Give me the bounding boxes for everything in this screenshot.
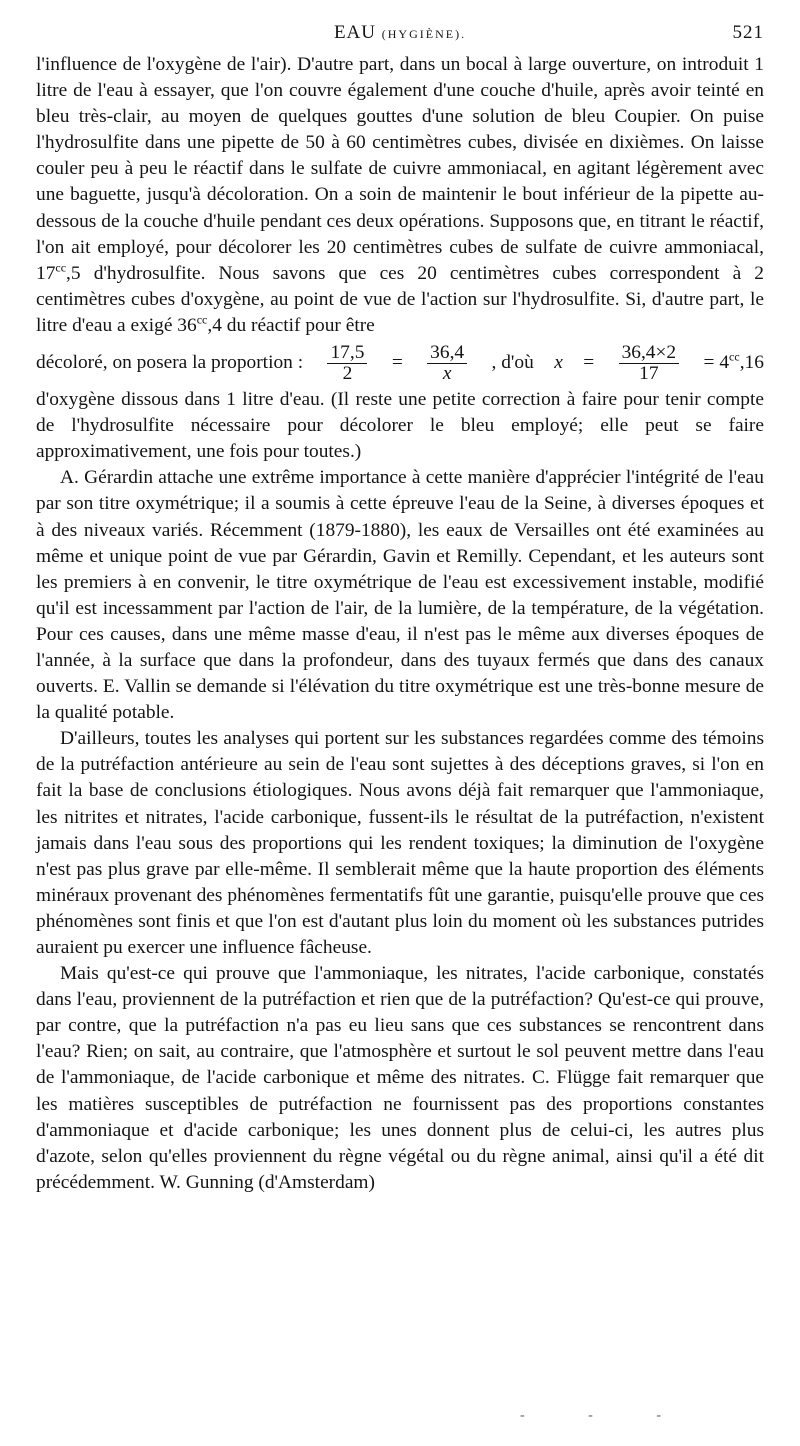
running-title-sub: (HYGIÈNE). — [381, 27, 467, 41]
paragraph-analyses: D'ailleurs, toutes les analyses qui portent sur les substances regardées comme des témoins de la putréfaction antérieure au sein de l'eau sont sujettes à des déceptions graves, si l'on en fait la base de conclusions étiologiques. Nous avons déjà fait remarquer que l'ammoniaque, les nitrites et nitrates, l'acide carbonique, fussent-ils le résultat de la putréfaction, n'existent jamais dans l'eau sous des proportions qui les rendent toxiques; la diminution de l'oxygène n'est pas plus grave par elle-même. Il semblerait même que la haute proportion des éléments minéraux provenant des phénomènes fermentatifs fût une garantie, puisqu'elle prouve que ces phénomènes sont finis et que l'on est d'autant plus loin du moment où les substances putrides auraient pu exercer une influence fâcheuse. — [36, 728, 764, 958]
page-number: 521 — [732, 22, 764, 43]
body-text — [36, 52, 764, 1196]
fraction-3: $\frac{36,4\times 2}{17}$ — [619, 343, 680, 384]
paragraph-oxygen: d'oxygène dissous dans 1 litre d'eau. (Il reste une petite correction à faire pour tenir compte de l'hydrosulfite nécessaire pour décolorer le bleu employé; elle peut se faire approximativement, une fois pour toutes.) — [36, 389, 764, 463]
fraction-1: $\frac{17,5}{2}$ — [327, 343, 367, 384]
footer-printer-marks: - - - — [520, 1408, 691, 1423]
running-title — [36, 22, 764, 44]
running-title-main: EAU — [333, 22, 376, 43]
paragraph-continuation: l'influence de l'oxygène de l'air). D'autre part, dans un bocal à large ouverture, on introduit 1 litre de l'eau à essayer, que l'on couvre également d'une couche d'huile, après avoir teinté en bleu très-clair, au moyen de quelques gouttes d'une solution de bleu Coupier. On puise l'hydrosulfite dans une pipette de 50 à 60 centimètres cubes, divisée en dixièmes. On laisse couler peu à peu le réactif dans le sulfate de cuivre ammoniacal, en agitant légèrement avec une baguette, jusqu'à décoloration. On a soin de maintenir le bout inférieur de la pipette au-dessous de la couche d'huile pendant ces deux opérations. Supposons que, en titrant le réactif, l'on ait employé, pour décolorer les 20 centimètres cubes de sulfate de cuivre ammoniacal, $17^{cc},5$ d'hydrosulfite. Nous savons que ces 20 centimètres cubes correspondent à 2 centimètres cubes d'oxygène, au point de vue de l'action sur l'hydrosulfite. Si, d'autre part, le litre d'eau a exigé $36^{cc},4$ du réactif pour être — [36, 54, 764, 336]
page — [36, 22, 764, 1196]
equals-sign: = — [391, 351, 403, 373]
formula-variable: x — [554, 351, 563, 373]
formula-separator: , d'où — [491, 351, 534, 373]
equals-sign-2: = — [583, 351, 595, 373]
paragraph-gerardin: A. Gérardin attache une extrême importance à cette manière d'apprécier l'intégrité de l'eau par son titre oxymétrique; il a soumis à cette épreuve l'eau de la Seine, à diverses époques et à des niveaux variés. Récemment (1879-1880), les eaux de Versailles ont été examinées au même et unique point de vue par Gérardin, Gavin et Remilly. Cependant, et les auteurs sont les premiers à en convenir, le titre oxymétrique de l'eau est excessivement instable, modifié qu'il est incessamment par l'action de l'air, de la lumière, de la température, de la végétation. Pour ces causes, dans une même masse d'eau, il n'est pas le même aux diverses époques de l'année, à la surface que dans la profondeur, dans des tuyaux fermés que dans des canaux ouverts. E. Vallin se demande si l'élévation du titre oxymétrique est une très-bonne mesure de la qualité potable. — [36, 467, 764, 724]
paragraph-question: Mais qu'est-ce qui prouve que l'ammoniaque, les nitrates, l'acide carbonique, constatés dans l'eau, proviennent de la putréfaction et rien que de la putréfaction? Qu'est-ce qui prouve, par contre, que la putréfaction n'a pas eu lieu sans que ces substances se rencontrent dans l'eau? Rien; on sait, au contraire, que l'atmosphère et surtout le sol peuvent mettre dans l'eau de l'ammoniaque, de l'acide carbonique et même des nitrates. C. Flügge fait remarquer que les matières susceptibles de putréfaction ne fournissent pas des proportions constantes d'ammoniaque et d'acide carbonique; les unes donnent plus de celui-ci, les autres plus d'azote, selon qu'elles proviennent du règne végétal ou du règne animal, ainsi qu'il a été dit précédemment. W. Gunning (d'Amsterdam) — [36, 963, 764, 1193]
proportion-formula — [36, 341, 764, 385]
fraction-2: $\frac{36,4}{x}$ — [427, 343, 467, 384]
formula-lead: décoloré, on posera la proportion : — [36, 351, 304, 373]
formula-result: = $4^{cc},16$ — [703, 349, 764, 373]
running-header — [36, 22, 764, 52]
